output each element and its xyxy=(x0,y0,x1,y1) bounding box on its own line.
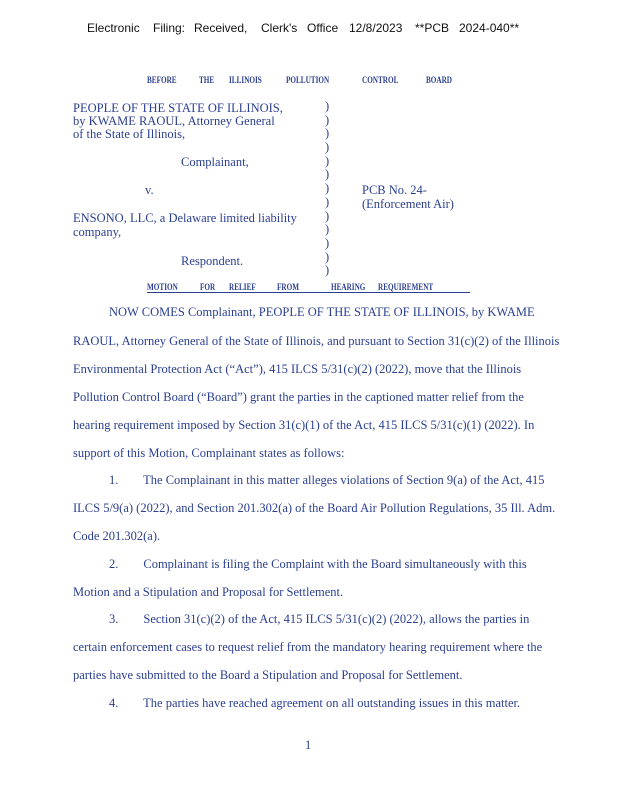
board-title-word: THE xyxy=(199,75,215,85)
board-title-word: POLLUTION xyxy=(286,75,330,85)
paren: ) xyxy=(325,153,330,168)
case-number: PCB No. 24- xyxy=(362,183,427,197)
board-title-word: ILLINOIS xyxy=(229,75,262,85)
motion-title-underline xyxy=(147,292,470,293)
body-line: ILCS 5/9(a) (2022), and Section 201.302(a) of the Board Air Pollution Regulations, 35 Ill. Adm. xyxy=(73,501,556,515)
body-line: support of this Motion, Complainant states as follows: xyxy=(73,446,345,460)
paren: ) xyxy=(325,167,330,182)
motion-title-word: HEARING xyxy=(331,282,366,292)
board-title-word: BOARD xyxy=(426,75,453,85)
defendant-line: company, xyxy=(73,225,122,239)
complainant-label: Complainant, xyxy=(181,155,249,169)
header-case-number: 2024-040** xyxy=(459,21,520,35)
board-title-word: BEFORE xyxy=(147,75,177,85)
paren: ) xyxy=(325,263,330,278)
body-line: NOW COMES Complainant, PEOPLE OF THE STATE OF ILLINOIS, by KWAME xyxy=(109,305,535,319)
body-line: Environmental Protection Act (“Act”), 415 ILCS 5/31(c)(2) (2022), move that the Illinois xyxy=(73,362,522,376)
plaintiff-line: of the State of Illinois, xyxy=(73,127,186,141)
paren: ) xyxy=(325,194,330,209)
caption-parentheses xyxy=(325,100,329,278)
paren: ) xyxy=(325,112,330,127)
header-clerks: Clerk's xyxy=(261,21,298,35)
paren: ) xyxy=(325,99,330,113)
board-title-word: CONTROL xyxy=(362,75,399,85)
header-filing: Filing: xyxy=(153,21,186,35)
paren: ) xyxy=(325,208,330,223)
case-type: (Enforcement Air) xyxy=(362,197,454,211)
body-line: hearing requirement imposed by Section 31(c)(1) of the Act, 415 ILCS 5/31(c)(1) (2022). In xyxy=(73,418,535,432)
motion-title-word: FROM xyxy=(277,282,299,292)
header-date: 12/8/2023 xyxy=(349,21,403,35)
header-electronic: Electronic xyxy=(87,21,140,35)
motion-title-word: FOR xyxy=(200,282,216,292)
paren: ) xyxy=(325,140,330,155)
header-pcb: **PCB xyxy=(415,21,450,35)
body-line: Pollution Control Board (“Board”) grant the parties in the captioned matter relief from the xyxy=(73,390,524,404)
page-number: 1 xyxy=(305,738,312,752)
motion-title-word: REQUIREMENT xyxy=(378,282,434,292)
body-line: parties have submitted to the Board a Stipulation and Proposal for Settlement. xyxy=(73,668,463,682)
header-office: Office xyxy=(307,21,339,35)
motion-title-word: MOTION xyxy=(147,282,178,292)
paren: ) xyxy=(325,249,330,264)
paren: ) xyxy=(325,126,330,141)
defendant-line: ENSONO, LLC, a Delaware limited liability xyxy=(73,211,297,225)
motion-title-word: RELIEF xyxy=(229,282,256,292)
paren: ) xyxy=(325,222,330,237)
plaintiff-line: PEOPLE OF THE STATE OF ILLINOIS, xyxy=(73,101,283,115)
numbered-paragraph-2: 2. Complainant is filing the Complaint with the Board simultaneously with this xyxy=(109,557,527,571)
numbered-paragraph-4: 4. The parties have reached agreement on all outstanding issues in this matter. xyxy=(109,696,521,710)
body-line: RAOUL, Attorney General of the State of Illinois, and pursuant to Section 31(c)(2) of the Illinois xyxy=(73,334,560,348)
plaintiff-line: by KWAME RAOUL, Attorney General xyxy=(73,114,275,128)
respondent-label: Respondent. xyxy=(181,254,244,268)
body-line: Motion and a Stipulation and Proposal for Settlement. xyxy=(73,585,344,599)
body-line: Code 201.302(a). xyxy=(73,529,161,543)
header-received: Received, xyxy=(194,21,248,35)
numbered-paragraph-1: 1. The Complainant in this matter alleges violations of Section 9(a) of the Act, 415 xyxy=(109,473,545,487)
numbered-paragraph-3: 3. Section 31(c)(2) of the Act, 415 ILCS 5/31(c)(2) (2022), allows the parties in xyxy=(109,612,530,626)
paren: ) xyxy=(325,235,330,250)
body-line: certain enforcement cases to request relief from the mandatory hearing requirement where the xyxy=(73,640,543,654)
paren: ) xyxy=(325,181,330,196)
versus-label: v. xyxy=(145,183,154,197)
